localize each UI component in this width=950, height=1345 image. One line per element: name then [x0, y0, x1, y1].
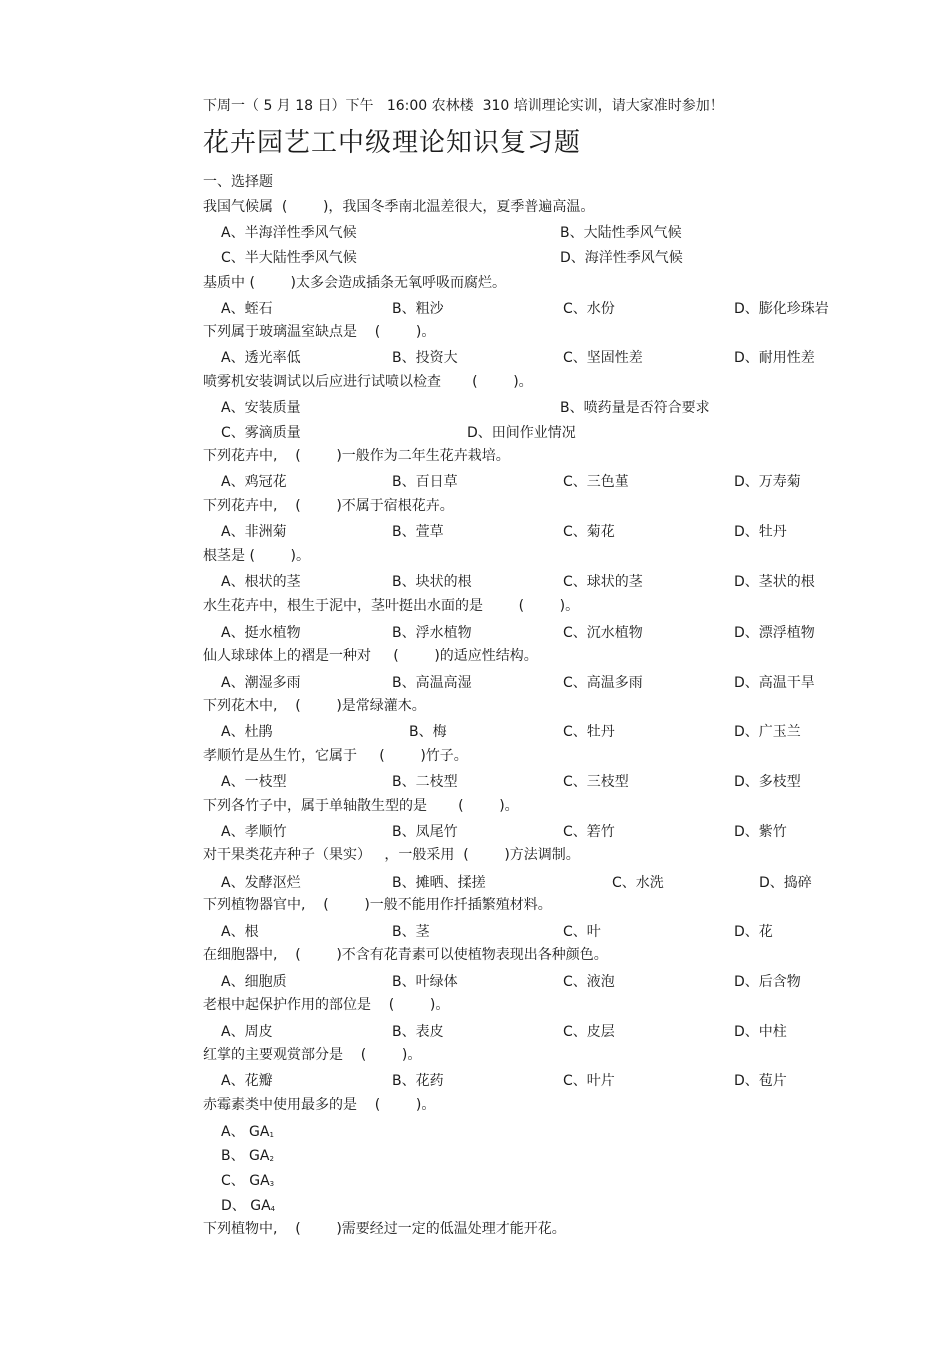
q14-option-d: D、花 — [734, 924, 773, 940]
q13-option-b: B、摊晒、揉搓 — [392, 875, 486, 891]
q3-option-a: A、透光率低 — [221, 350, 301, 366]
q10-option-a: A、杜鹃 — [221, 724, 273, 740]
q10-option-d: D、广玉兰 — [734, 724, 801, 740]
q6-option-c: C、菊花 — [563, 524, 615, 540]
q8-option-d: D、漂浮植物 — [734, 625, 815, 641]
question-2: 基质中 ( )太多会造成插条无氧呼吸而腐烂。 — [203, 275, 506, 291]
q1-option-c: C、半大陆性季风气候 — [221, 250, 357, 266]
q4-option-b: B、喷药量是否符合要求 — [560, 400, 710, 416]
q15-option-a: A、细胞质 — [221, 974, 287, 990]
q9-option-a: A、潮湿多雨 — [221, 675, 301, 691]
q4-option-a: A、安装质量 — [221, 400, 301, 416]
question-4: 喷雾机安装调试以后应进行试喷以检查 ( )。 — [203, 374, 533, 390]
q13-option-d: D、捣碎 — [759, 875, 812, 891]
q1-option-a: A、半海洋性季风气候 — [221, 225, 357, 241]
question-15: 在细胞器中, ( )不含有花青素可以使植物表现出各种颜色。 — [203, 947, 608, 963]
q15-option-d: D、后含物 — [734, 974, 801, 990]
q17-option-b: B、花药 — [392, 1073, 444, 1089]
q14-option-a: A、根 — [221, 924, 259, 940]
question-7: 根茎是 ( )。 — [203, 548, 310, 564]
page-title: 花卉园艺工中级理论知识复习题 — [203, 128, 582, 158]
question-1: 我国气候属 ( )，我国冬季南北温差很大，夏季普遍高温。 — [203, 199, 595, 215]
q16-option-d: D、中柱 — [734, 1024, 787, 1040]
q9-option-c: C、高温多雨 — [563, 675, 643, 691]
question-3: 下列属于玻璃温室缺点是 ( )。 — [203, 324, 436, 340]
q4-option-d: D、田间作业情况 — [467, 425, 576, 441]
q1-option-b: B、大陆性季风气候 — [560, 225, 682, 241]
q11-option-d: D、多枝型 — [734, 774, 801, 790]
question-13: 对干果类花卉种子（果实） ，一般采用 ( )方法调制。 — [203, 847, 580, 863]
q6-option-b: B、萱草 — [392, 524, 444, 540]
q12-option-a: A、孝顺竹 — [221, 824, 287, 840]
q8-option-b: B、浮水植物 — [392, 625, 472, 641]
question-5: 下列花卉中, ( )一般作为二年生花卉栽培。 — [203, 448, 510, 464]
q11-option-a: A、一枝型 — [221, 774, 287, 790]
subscript: 4 — [270, 1205, 276, 1213]
q7-option-b: B、块状的根 — [392, 574, 472, 590]
q17-option-d: D、苞片 — [734, 1073, 787, 1089]
q6-option-a: A、非洲菊 — [221, 524, 287, 540]
q16-option-b: B、表皮 — [392, 1024, 444, 1040]
q8-option-a: A、挺水植物 — [221, 625, 301, 641]
q2-option-a: A、蛭石 — [221, 301, 273, 317]
q11-option-c: C、三枝型 — [563, 774, 629, 790]
question-11: 孝顺竹是丛生竹，它属于 ( )竹子。 — [203, 748, 468, 764]
q2-option-b: B、粗沙 — [392, 301, 444, 317]
q18-option-a: A、 GA1 — [221, 1124, 274, 1140]
subscript: 1 — [269, 1131, 274, 1139]
subscript: 3 — [269, 1180, 275, 1188]
q5-option-a: A、鸡冠花 — [221, 474, 287, 490]
q11-option-b: B、二枝型 — [392, 774, 458, 790]
q16-option-c: C、皮层 — [563, 1024, 615, 1040]
q16-option-a: A、周皮 — [221, 1024, 273, 1040]
q5-option-b: B、百日草 — [392, 474, 458, 490]
q5-option-c: C、三色堇 — [563, 474, 629, 490]
notice-line: 下周一（ 5 月 18 日）下午 16:00 农林楼 310 培训理论实训，请大家准时参加！ — [203, 98, 724, 114]
q4-option-c: C、雾滴质量 — [221, 425, 301, 441]
q2-option-d: D、膨化珍珠岩 — [734, 301, 829, 317]
q3-option-b: B、投资大 — [392, 350, 458, 366]
question-6: 下列花卉中, ( )不属于宿根花卉。 — [203, 498, 454, 514]
question-10: 下列花木中, ( )是常绿灌木。 — [203, 698, 426, 714]
q13-option-a: A、发酵沤烂 — [221, 875, 301, 891]
q17-option-a: A、花瓣 — [221, 1073, 273, 1089]
q1-option-d: D、海洋性季风气候 — [560, 250, 683, 266]
question-8: 水生花卉中，根生于泥中，茎叶挺出水面的是 ( )。 — [203, 598, 580, 614]
q10-option-b: B、梅 — [409, 724, 447, 740]
q2-option-c: C、水份 — [563, 301, 615, 317]
q14-option-c: C、叶 — [563, 924, 601, 940]
q9-option-d: D、高温干旱 — [734, 675, 815, 691]
q13-option-c: C、水洗 — [612, 875, 664, 891]
question-17: 红掌的主要观赏部分是 ( )。 — [203, 1047, 422, 1063]
question-18: 赤霉素类中使用最多的是 ( )。 — [203, 1097, 436, 1113]
subscript: 2 — [269, 1155, 274, 1163]
question-14: 下列植物器官中, ( )一般不能用作扦插繁殖材料。 — [203, 897, 552, 913]
q10-option-c: C、牡丹 — [563, 724, 615, 740]
q17-option-c: C、叶片 — [563, 1073, 615, 1089]
q14-option-b: B、茎 — [392, 924, 430, 940]
q7-option-d: D、茎状的根 — [734, 574, 815, 590]
q3-option-d: D、耐用性差 — [734, 350, 815, 366]
q7-option-c: C、球状的茎 — [563, 574, 643, 590]
q18-option-c: C、 GA3 — [221, 1173, 275, 1189]
question-19: 下列植物中, ( )需要经过一定的低温处理才能开花。 — [203, 1221, 566, 1237]
q6-option-d: D、牡丹 — [734, 524, 787, 540]
q8-option-c: C、沉水植物 — [563, 625, 643, 641]
q12-option-d: D、紫竹 — [734, 824, 787, 840]
q15-option-c: C、液泡 — [563, 974, 615, 990]
section-heading: 一、选择题 — [203, 174, 273, 190]
question-12: 下列各竹子中，属于单轴散生型的是 ( )。 — [203, 798, 519, 814]
q18-option-b: B、 GA2 — [221, 1148, 274, 1164]
q15-option-b: B、叶绿体 — [392, 974, 458, 990]
question-16: 老根中起保护作用的部位是 ( )。 — [203, 997, 450, 1013]
q9-option-b: B、高温高湿 — [392, 675, 472, 691]
q12-option-c: C、箬竹 — [563, 824, 615, 840]
q12-option-b: B、凤尾竹 — [392, 824, 458, 840]
question-9: 仙人球球体上的褶是一种对 ( )的适应性结构。 — [203, 648, 538, 664]
q18-option-d: D、 GA4 — [221, 1198, 276, 1214]
q7-option-a: A、根状的茎 — [221, 574, 301, 590]
q5-option-d: D、万寿菊 — [734, 474, 801, 490]
q3-option-c: C、坚固性差 — [563, 350, 643, 366]
